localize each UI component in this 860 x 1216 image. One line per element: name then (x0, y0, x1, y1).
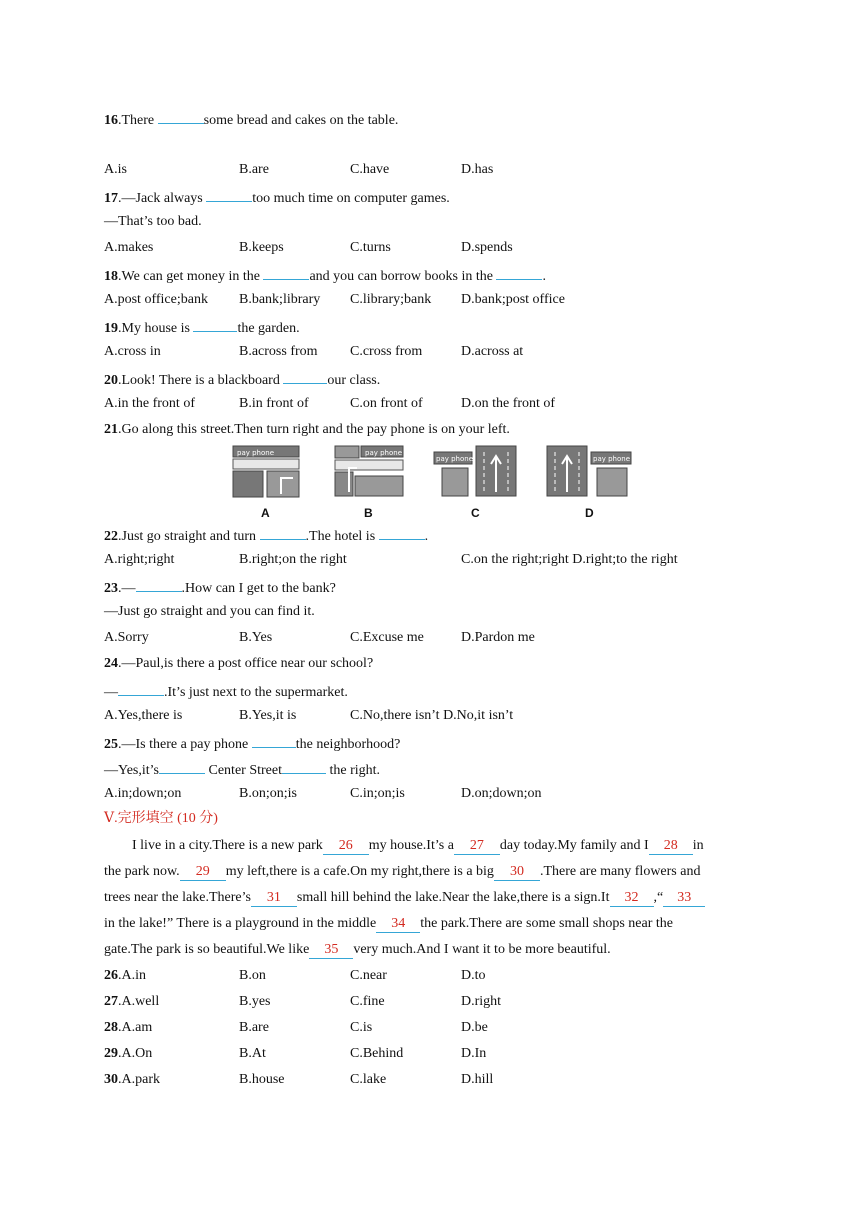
option-a[interactable]: A.is (104, 162, 127, 177)
cloze-blank-33[interactable]: 33 (663, 890, 705, 907)
cloze-blank-28[interactable]: 28 (649, 838, 693, 855)
map-picture-c[interactable] (432, 444, 518, 500)
question-16: 16.There some bread and cakes on the table. (104, 109, 398, 130)
answer-blank[interactable] (263, 265, 309, 280)
option-c[interactable]: C.library;bank (350, 292, 432, 307)
option-b[interactable]: B.across from (239, 344, 318, 359)
option-c[interactable]: C.on front of (350, 396, 423, 411)
option-d[interactable]: D.on the front of (461, 396, 556, 411)
dialog-reply: —That’s too bad. (104, 214, 202, 229)
answer-blank[interactable] (379, 525, 425, 540)
option-c[interactable]: C.in;on;is (350, 786, 405, 801)
option-a[interactable]: A.in;down;on (104, 786, 182, 801)
option-d[interactable]: D.right (461, 994, 502, 1009)
option-c[interactable]: C.lake (350, 1072, 387, 1087)
option-a[interactable]: .A.in (118, 968, 146, 983)
cloze-blank-30[interactable]: 30 (494, 864, 540, 881)
dialog-reply: —Yes,it’s Center Street the right. (104, 759, 380, 780)
pay-phone-sign: pay phone (365, 449, 403, 457)
option-c[interactable]: C.fine (350, 994, 385, 1009)
option-d[interactable]: D.bank;post office (461, 292, 565, 307)
passage-line-2: the park now. 29 my left,there is a cafe.On my right,there is a big 30 .There are many flowers and (104, 864, 701, 879)
section-heading: Ⅴ.完形填空 (10 分) (104, 811, 218, 826)
answer-blank[interactable] (252, 733, 296, 748)
dialog-reply: — .It’s just next to the supermarket. (104, 681, 348, 702)
option-a[interactable]: .A.park (118, 1072, 160, 1087)
question-number: 16 (104, 113, 118, 128)
option-a[interactable]: A.Sorry (104, 630, 149, 645)
map-picture-a[interactable] (231, 444, 301, 500)
option-b[interactable]: B.are (239, 162, 269, 177)
question-21: 21.Go along this street.Then turn right and the pay phone is on your left. (104, 422, 510, 437)
option-c[interactable]: C.have (350, 162, 390, 177)
option-b[interactable]: B.in front of (239, 396, 309, 411)
answer-blank[interactable] (496, 265, 542, 280)
answer-blank[interactable] (158, 109, 204, 124)
picture-label-a: A (261, 506, 270, 520)
pay-phone-sign: pay phone (436, 455, 474, 463)
option-b[interactable]: B.bank;library (239, 292, 321, 307)
option-b[interactable]: B.right;on the right (239, 552, 347, 567)
cloze-blank-34[interactable]: 34 (376, 916, 420, 933)
answer-blank[interactable] (283, 369, 327, 384)
question-19: 19.My house is the garden. (104, 317, 300, 338)
option-d[interactable]: D.hill (461, 1072, 494, 1087)
question-23: 23.— .How can I get to the bank? (104, 577, 336, 598)
option-d[interactable]: D.Pardon me (461, 630, 535, 645)
map-picture-d[interactable] (545, 444, 633, 500)
answer-blank[interactable] (282, 759, 326, 774)
option-c[interactable]: C.Excuse me (350, 630, 424, 645)
option-a[interactable]: A.in the front of (104, 396, 195, 411)
option-c-d[interactable]: C.No,there isn’t D.No,it isn’t (350, 708, 514, 723)
option-b[interactable]: B.yes (239, 994, 271, 1009)
question-17: 17.—Jack always too much time on computer games. (104, 187, 450, 208)
question-24: 24.—Paul,is there a post office near our school? (104, 656, 374, 671)
option-a[interactable]: .A.am (118, 1020, 153, 1035)
picture-label-b: B (364, 506, 373, 520)
passage-line-1: I live in a city.There is a new park 26 my house.It’s a 27 day today.My family and I 28 in (132, 838, 704, 853)
option-c[interactable]: C.near (350, 968, 387, 983)
question-20: 20.Look! There is a blackboard our class. (104, 369, 380, 390)
answer-blank[interactable] (136, 577, 182, 592)
option-d[interactable]: D.on;down;on (461, 786, 542, 801)
cloze-blank-27[interactable]: 27 (454, 838, 500, 855)
answer-blank[interactable] (206, 187, 252, 202)
option-c[interactable]: C.cross from (350, 344, 423, 359)
cloze-blank-32[interactable]: 32 (610, 890, 654, 907)
answer-blank[interactable] (159, 759, 205, 774)
cloze-blank-26[interactable]: 26 (323, 838, 369, 855)
cloze-blank-29[interactable]: 29 (180, 864, 226, 881)
option-c[interactable]: C.Behind (350, 1046, 404, 1061)
option-d[interactable]: D.has (461, 162, 494, 177)
pay-phone-sign: pay phone (237, 449, 275, 457)
picture-label-c: C (471, 506, 480, 520)
answer-blank[interactable] (193, 317, 237, 332)
option-c-d[interactable]: C.on the right;right D.right;to the right (461, 552, 678, 567)
question-25: 25.—Is there a pay phone the neighborhood? (104, 733, 400, 754)
option-a[interactable]: A.makes (104, 240, 154, 255)
dialog-reply: —Just go straight and you can find it. (104, 604, 315, 619)
option-b[interactable]: B.on;on;is (239, 786, 297, 801)
option-d[interactable]: D.In (461, 1046, 487, 1061)
passage-line-5: gate.The park is so beautiful.We like 35 very much.And I want it to be more beautiful. (104, 942, 611, 957)
option-a[interactable]: A.right;right (104, 552, 175, 567)
cloze-blank-31[interactable]: 31 (251, 890, 297, 907)
option-a[interactable]: A.cross in (104, 344, 161, 359)
option-c[interactable]: C.is (350, 1020, 373, 1035)
option-b[interactable]: B.Yes,it is (239, 708, 297, 723)
picture-label-d: D (585, 506, 594, 520)
option-b[interactable]: B.house (239, 1072, 285, 1087)
cloze-blank-35[interactable]: 35 (309, 942, 353, 959)
option-c[interactable]: C.turns (350, 240, 391, 255)
answer-blank[interactable] (118, 681, 164, 696)
option-b[interactable]: B.At (239, 1046, 266, 1061)
map-picture-b[interactable] (333, 444, 405, 500)
option-d[interactable]: D.to (461, 968, 486, 983)
option-b[interactable]: B.on (239, 968, 266, 983)
option-b[interactable]: B.are (239, 1020, 269, 1035)
option-a[interactable]: A.post office;bank (104, 292, 208, 307)
answer-blank[interactable] (260, 525, 306, 540)
option-a[interactable]: A.Yes,there is (104, 708, 183, 723)
option-d[interactable]: D.spends (461, 240, 513, 255)
option-b[interactable]: B.Yes (239, 630, 273, 645)
passage-line-4: in the lake!” There is a playground in the middle 34 the park.There are some small shops near the (104, 916, 673, 931)
option-a[interactable]: .A.well (118, 994, 160, 1009)
pay-phone-sign: pay phone (593, 455, 631, 463)
option-b[interactable]: B.keeps (239, 240, 284, 255)
question-18: 18.We can get money in the and you can borrow books in the . (104, 265, 546, 286)
option-d[interactable]: D.be (461, 1020, 488, 1035)
option-d[interactable]: D.across at (461, 344, 524, 359)
option-a[interactable]: .A.On (118, 1046, 153, 1061)
question-22: 22.Just go straight and turn .The hotel is . (104, 525, 428, 546)
passage-line-3: trees near the lake.There’s 31 small hill behind the lake.Near the lake,there is a sign.It 32 ,“ 33 (104, 889, 705, 907)
